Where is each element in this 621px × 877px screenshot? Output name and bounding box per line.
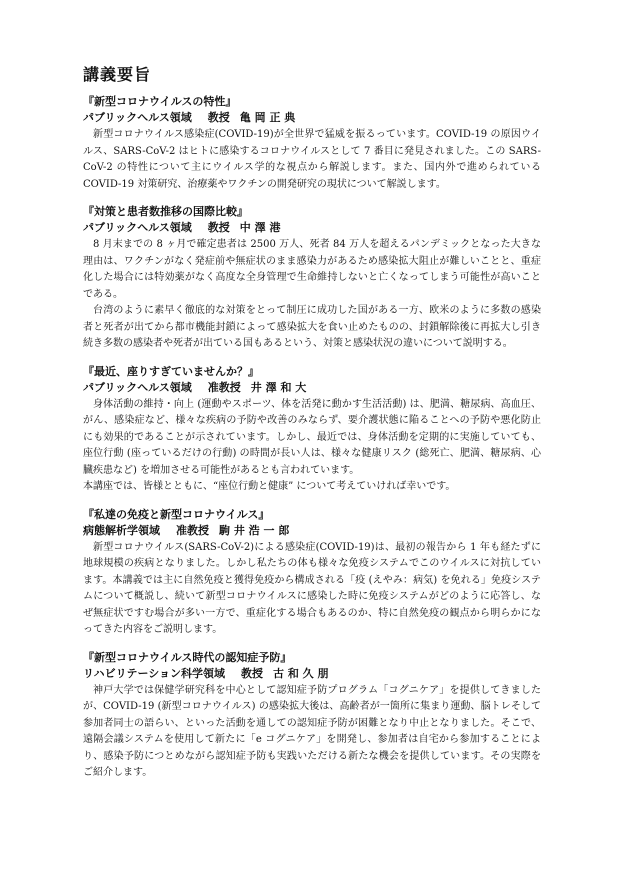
section-paragraph: 8 月末までの 8 ヶ月で確定患者は 2500 万人、死者 84 万人を超えるパンデミックとなった大きな理由は、ワクチンがなく発症前や無症状のまま感染力があるため感染拡大阻止が難しいことと、重症化した場合には特効薬がなく高度な全身管理で生命維持しないと亡くなってしまう可能性が高いことである。: [83, 239, 541, 300]
author-department: リハビリテーション科学領域: [83, 666, 226, 680]
author-name: 中 澤 港: [239, 221, 281, 234]
author-role: 准教授: [176, 523, 209, 537]
author-role: 教授: [207, 111, 230, 124]
document-page: [83, 62, 541, 793]
author-department: パブリックヘルス領域: [83, 380, 192, 394]
section-paragraph: 本講座では、皆様とともに、“座位行動と健康” について考えていければ幸いです。: [83, 481, 456, 492]
section-author: [83, 523, 541, 539]
section-author: [83, 380, 541, 396]
lecture-section-3: [83, 364, 541, 496]
section-title: 『私達の免疫と新型コロナウイルス』: [83, 507, 270, 521]
lecture-section-2: [83, 204, 541, 353]
section-paragraph: 新型コロナウイルス(SARS-CoV-2)による感染症(COVID-19)は、最初の報告から 1 年も経たずに地球規模の疾病となりました。しかし私たちの体も様々な免疫システムでこのウイルスに対抗しています。本講義では主に自然免疫と獲得免疫から構成される「疫 (えやみ：病気) を免れる」免疫システムについて概説し、続いて新型コロナウイルスに感染した時に免疫システムがどのように応答し、なぜ無症状ですむ場合が多い一方で、重症化する場合もあるのか、特に自然免疫の観点から明らかになってきた内容をご説明します。: [83, 541, 541, 635]
page-title: 講義要旨: [83, 65, 152, 84]
author-name: 駒 井 浩 一 郎: [219, 523, 290, 537]
lecture-section-1: [83, 94, 541, 193]
section-title: 『対策と患者数推移の国際比較』: [83, 205, 248, 218]
author-role: 准教授: [207, 380, 241, 394]
author-role: 教授: [207, 221, 230, 234]
author-department: パブリックヘルス領域: [83, 111, 192, 124]
author-name: 井 澤 和 大: [250, 380, 307, 394]
author-name: 亀 岡 正 典: [239, 111, 296, 124]
section-author: [83, 220, 541, 236]
section-title: 『最近、座りすぎていませんか？』: [83, 364, 259, 378]
lecture-section-4: [83, 507, 541, 639]
section-title: 『新型コロナウイルスの特性』: [83, 95, 237, 108]
section-author: [83, 110, 541, 126]
author-department: パブリックヘルス領域: [83, 221, 192, 234]
section-paragraph: 新型コロナウイルス感染症(COVID-19)が全世界で猛威を振るっています。COVID-19 の原因ウイルス、SARS-CoV-2 はヒトに感染するコロナウイルスとして 7 番目に発見されました。この SARS-CoV-2 の特性について主にウイルス学的な視点から解説します。また、国内外で進められている COVID-19 対策研究、治療薬やワクチンの開発研究の現状について解説します。: [83, 129, 541, 190]
lecture-section-5: [83, 650, 541, 782]
section-author: [83, 666, 541, 682]
author-department: 病態解析学領域: [83, 523, 160, 537]
section-paragraph: 神戸大学では保健学研究科を中心として認知症予防プログラム「コグニケア」を提供してきましたが、COVID-19 (新型コロナウイルス) の感染拡大後は、高齢者が一箇所に集まり運動、脳トレそして参加者同士の語らい、といった活動を通しての認知症予防が困難となり中止となりました。そこで、遠隔会議システムを使用して新たに「e コグニケア」を開発し、参加者は自宅から参加することにより、感染予防につとめながら認知症予防も実践いただける新たな機会を提供しています。その実際をご紹介します。: [83, 684, 541, 778]
section-paragraph: 身体活動の維持・向上 (運動やスポーツ、体を活発に動かす生活活動) は、肥満、糖尿病、高血圧、がん、感染症など、様々な疾病の予防や改善のみならず、要介護状態に陥ることへの予防や悪化防止にも効果的であることが示されています。しかし、最近では、身体活動を定期的に実施していても、座位行動 (座っているだけの行動) の時間が長い人は、様々な健康リスク (総死亡、肥満、糖尿病、心臓疾患など) を増加させる可能性があるとも言われています。: [83, 398, 541, 476]
section-paragraph: 台湾のように素早く徹底的な対策をとって制圧に成功した国がある一方、欧米のように多数の感染者と死者が出てから都市機能封鎖によって感染拡大を食い止めたものの、封鎖解除後に再拡大し引き続き多数の感染者や死者が出ている国もあるという、対策と感染状況の違いについて説明する。: [83, 305, 541, 349]
author-role: 教授: [241, 666, 264, 680]
author-name: 古 和 久 朋: [273, 666, 329, 680]
section-title: 『新型コロナウイルス時代の認知症予防』: [83, 650, 292, 664]
